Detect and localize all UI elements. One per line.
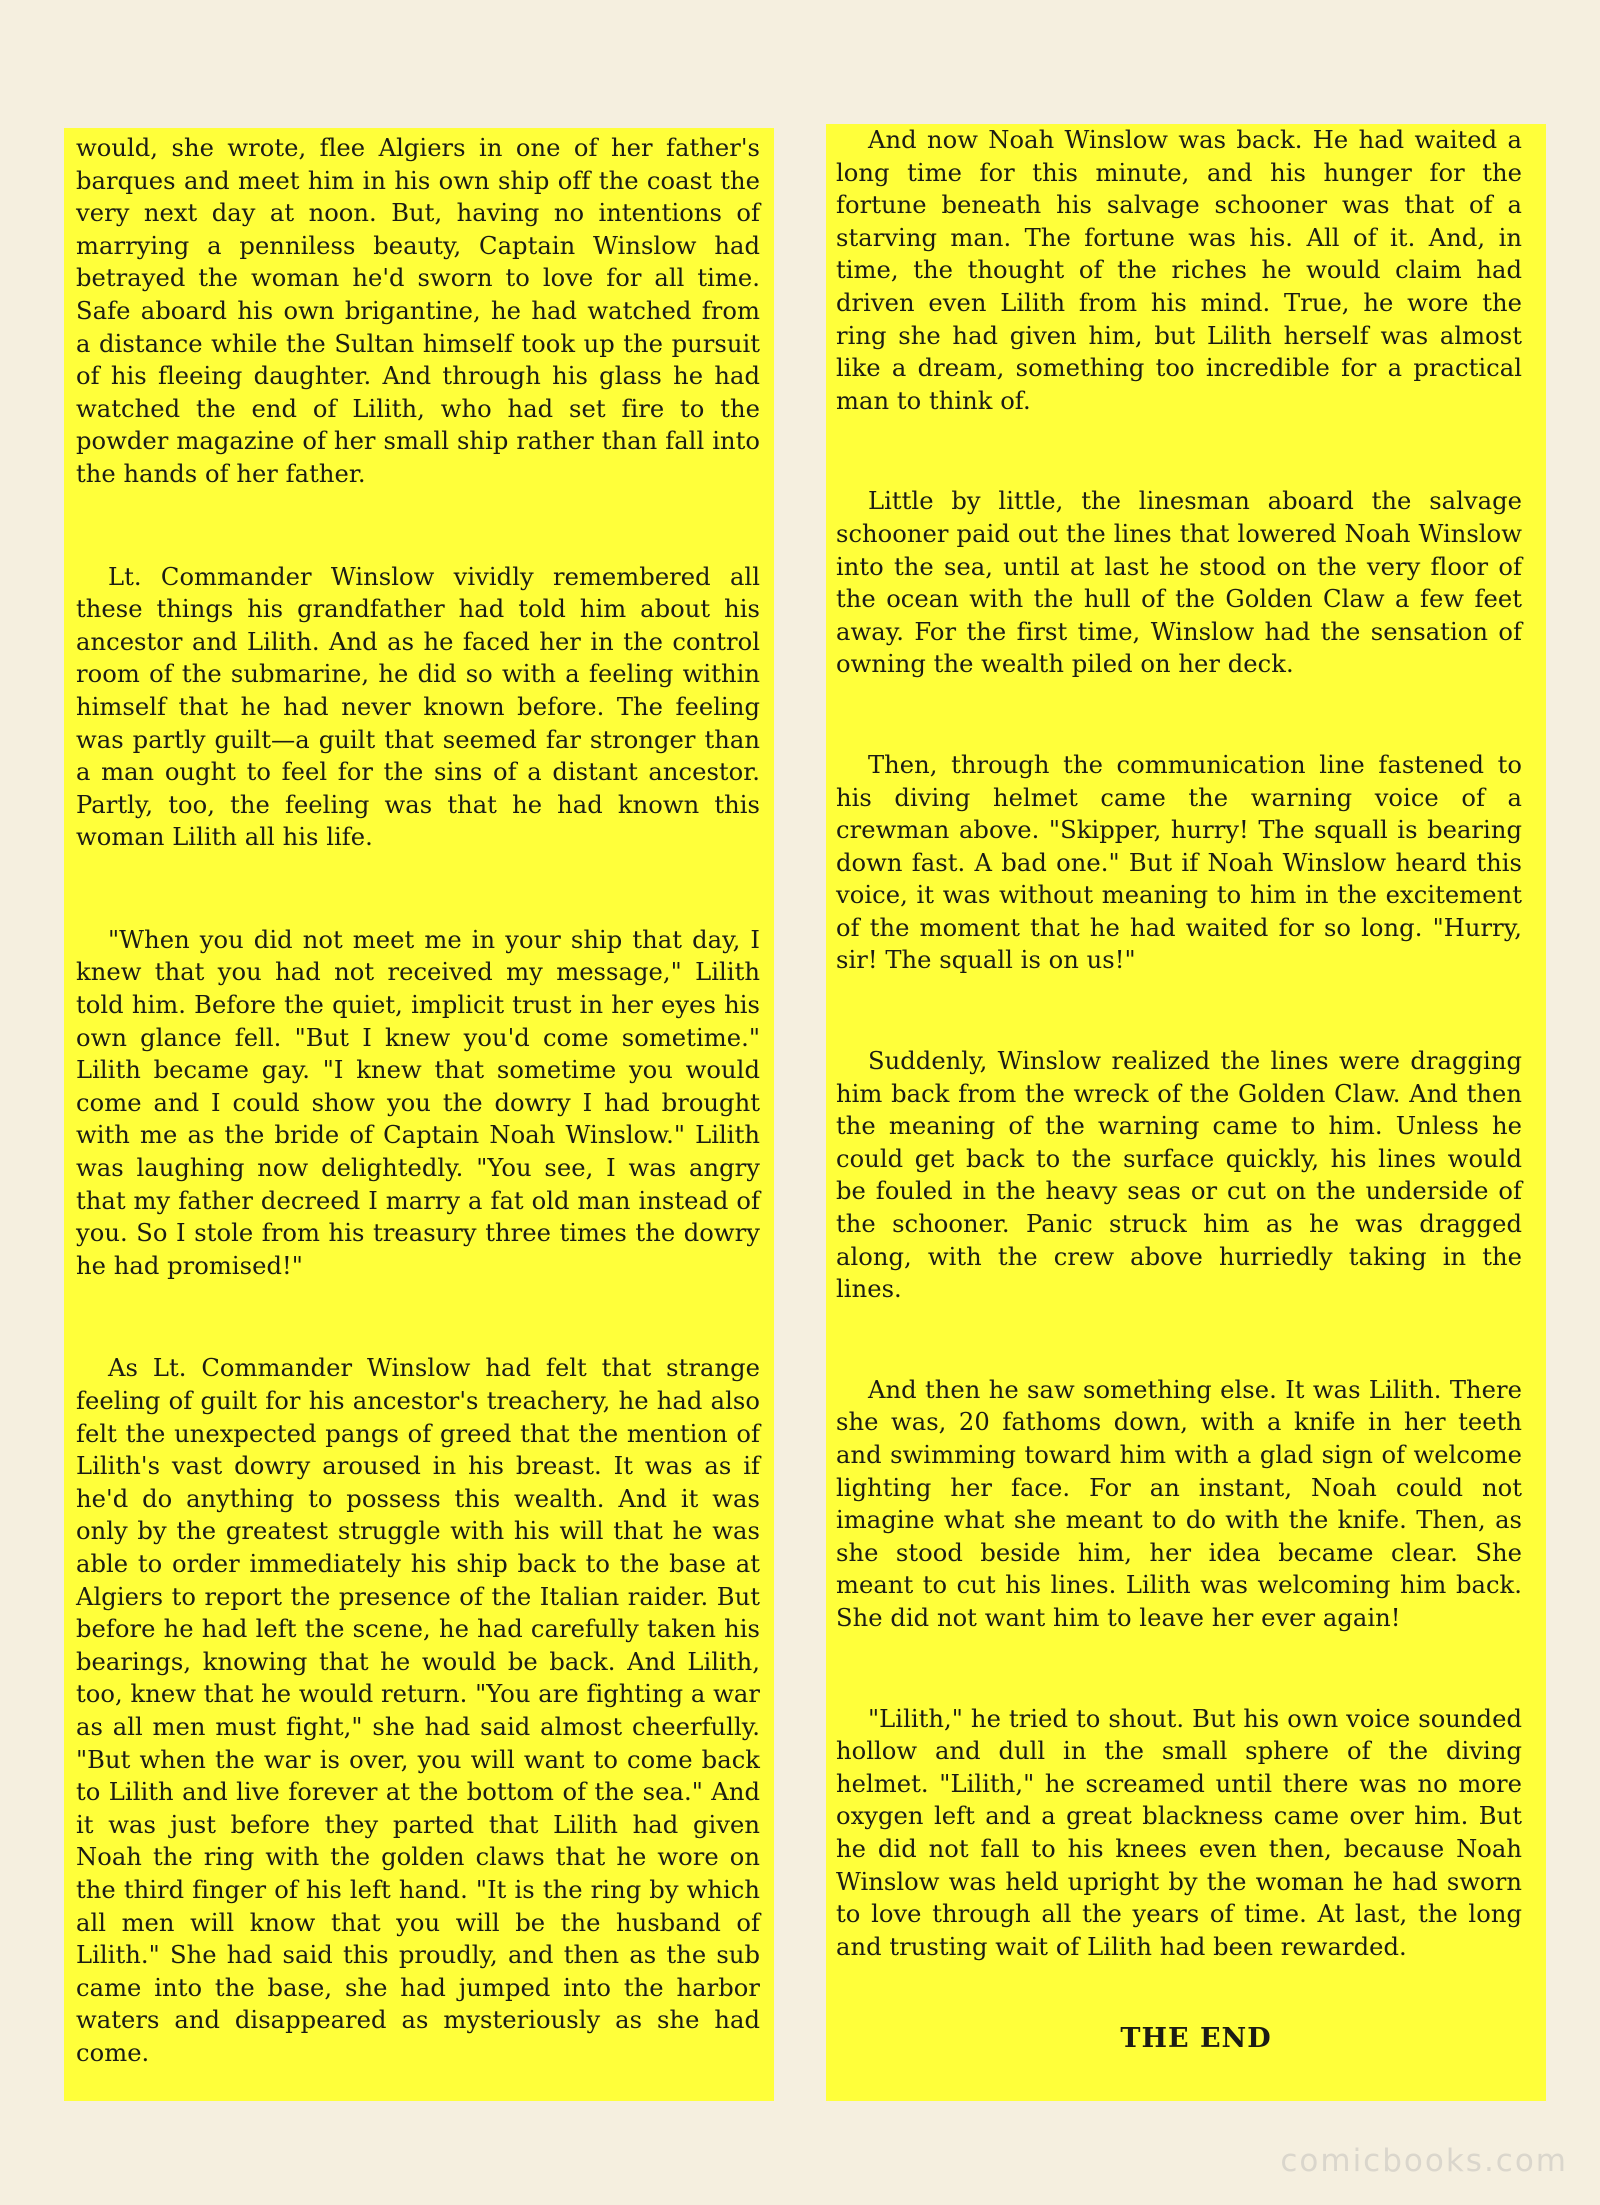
left-text-column	[64, 128, 774, 2101]
story-paragraph: Suddenly, Winslow realized the lines were dragging him back from the wreck of the Golden Claw. And then the meaning of the warning came to him. Unless he could get back to the surface quickly, his lines would be fouled in the heavy seas or cut on the underside of the schooner. Panic struck him as he was dragged along, with the crew above hurriedly taking in the lines.	[836, 1047, 1522, 1304]
right-text-column	[826, 124, 1546, 2101]
story-paragraph: And now Noah Winslow was back. He had waited a long time for this minute, and his hunger for the fortune beneath his salvage schooner was that of a starving man. The fortune was his. All of it. And, in time, the thought of the riches he would claim had driven even Lilith from his mind. True, he wore the ring she had given him, but Lilith herself was almost like a dream, something too incredible for a practical man to think of.	[836, 126, 1522, 415]
site-watermark: comicbooks.com	[1280, 2143, 1568, 2179]
story-paragraph: Lt. Commander Winslow vividly remembered all these things his grandfather had told him about his ancestor and Lilith. And as he faced her in the control room of the submarine, he did so with a feeling within himself that he had never known before. The feeling was partly guilt—a guilt that seemed far stronger than a man ought to feel for the sins of a distant ancestor. Partly, too, the feeling was that he had known this woman Lilith all his life.	[76, 562, 760, 852]
the-end-label: THE END	[1120, 2023, 1272, 2055]
story-paragraph: would, she wrote, flee Algiers in one of her father's barques and meet him in his own ship off the coast the very next day at noon. But, having no intentions of marrying a penniless beauty, Captain Winslow had betrayed the woman he'd sworn to love for all time. Safe aboard his own brigantine, he had watched from a distance while the Sultan himself took up the pursuit of his fleeing daughter. And through his glass he had watched the end of Lilith, who had set fire to the powder magazine of her small ship rather than fall into the hands of her father.	[76, 134, 760, 488]
story-paragraph: And then he saw something else. It was Lilith. There she was, 20 fathoms down, with a knife in her teeth and swimming toward him with a glad sign of welcome lighting her face. For an instant, Noah could not imagine what she meant to do with the knife. Then, as she stood beside him, her idea became clear. She meant to cut his lines. Lilith was welcoming him back. She did not want him to leave her ever again!	[836, 1375, 1522, 1632]
story-paragraph: "When you did not meet me in your ship that day, I knew that you had not received my message," Lilith told him. Before the quiet, implicit trust in her eyes his own glance fell. "But I knew you'd come sometime." Lilith became gay. "I knew that sometime you would come and I could show you the dowry I had brought with me as the bride of Captain Noah Winslow." Lilith was laughing now delightedly. "You see, I was angry that my father decreed I marry a fat old man instead of you. So I stole from his treasury three times the dowry he had promised!"	[76, 925, 760, 1280]
story-paragraph: As Lt. Commander Winslow had felt that strange feeling of guilt for his ancestor's treachery, he had also felt the unexpected pangs of greed that the mention of Lilith's vast dowry aroused in his breast. It was as if he'd do anything to possess this wealth. And it was only by the greatest struggle with his will that he was able to order immediately his ship back to the base at Algiers to report the presence of the Italian raider. But before he had left the scene, he had carefully taken his bearings, knowing that he would be back. And Lilith, too, knew that he would return. "You are fighting a war as all men must fight," she had said almost cheerfully. "But when the war is over, you will want to come back to Lilith and live forever at the bottom of the sea." And it was just before they parted that Lilith had given Noah the ring with the golden claws that he wore on the third finger of his left hand. "It is the ring by which all men will know that you will be the husband of Lilith." She had said this proudly, and then as the sub came into the base, she had jumped into the harbor waters and disappeared as mysteriously as she had come.	[76, 1354, 760, 2067]
story-paragraph: Then, through the communication line fastened to his diving helmet came the warning voice of a crewman above. "Skipper, hurry! The squall is bearing down fast. A bad one." But if Noah Winslow heard this voice, it was without meaning to him in the excitement of the moment that he had waited for so long. "Hurry, sir! The squall is on us!"	[836, 750, 1522, 975]
story-paragraph: Little by little, the linesman aboard the salvage schooner paid out the lines that lowered Noah Winslow into the sea, until at last he stood on the very floor of the ocean with the hull of the Golden Claw a few feet away. For the first time, Winslow had the sensation of owning the wealth piled on her deck.	[836, 487, 1522, 679]
story-paragraph: "Lilith," he tried to shout. But his own voice sounded hollow and dull in the small sphere of the diving helmet. "Lilith," he screamed until there was no more oxygen left and a great blackness came over him. But he did not fall to his knees even then, because Noah Winslow was held upright by the woman he had sworn to love through all the years of time. At last, the long and trusting wait of Lilith had been rewarded.	[836, 1704, 1522, 1961]
